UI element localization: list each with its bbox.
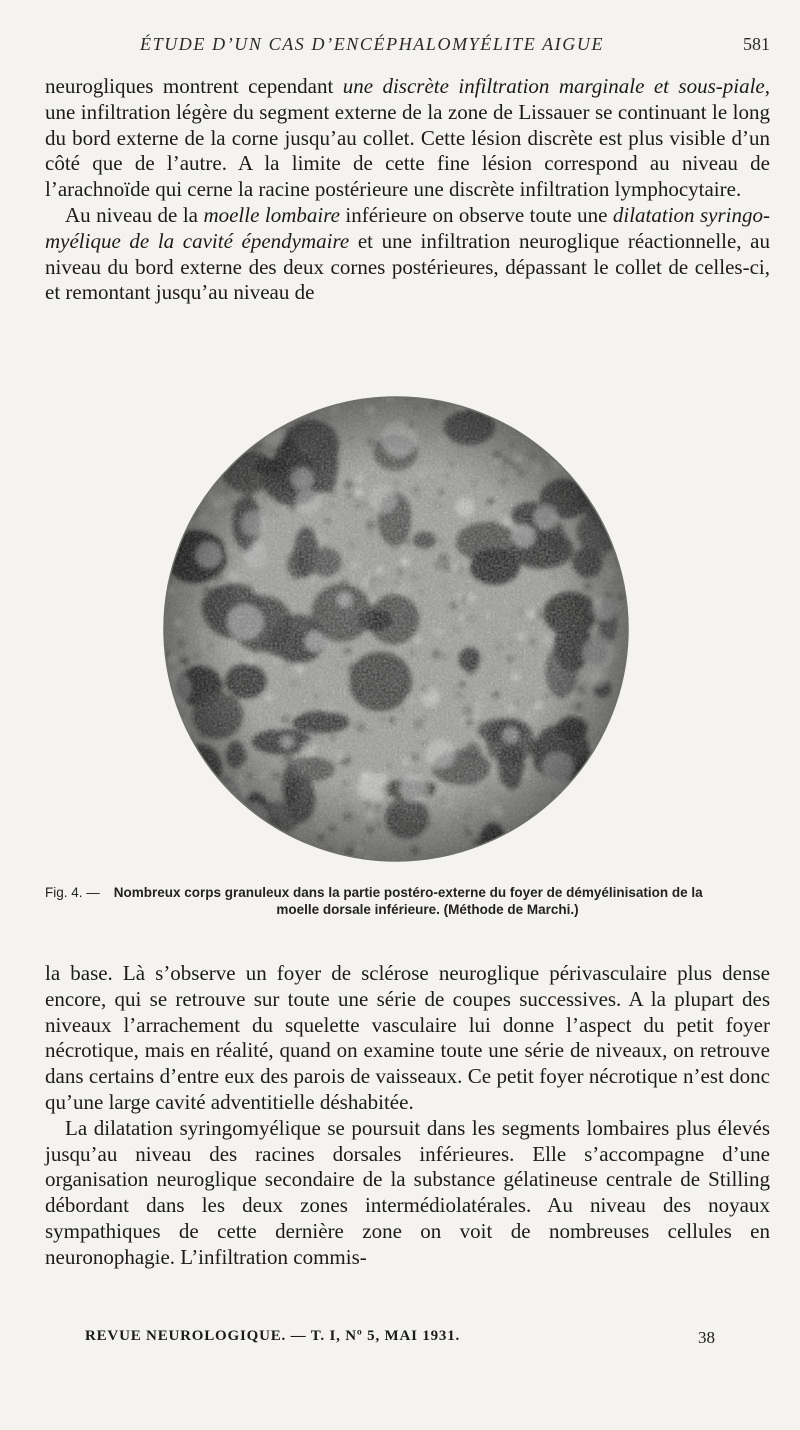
body-text-top [45, 74, 770, 306]
italic-text: une discrète infiltration marginale et sous-piale [342, 74, 765, 98]
paragraph [45, 74, 770, 203]
text-run: Au niveau de la [65, 202, 204, 227]
paragraph [45, 961, 770, 1116]
page-footer [85, 1328, 715, 1352]
text-run: neurogliques montrent cependant [45, 74, 343, 98]
micrograph-figure [162, 394, 630, 864]
italic-text: moelle lombaire [203, 202, 340, 227]
paragraph [45, 203, 770, 306]
caption-line-2: moelle dorsale inférieure. (Méthode de Marchi.) [276, 902, 579, 917]
running-title: ÉTUDE D’UN CAS D’ENCÉPHALOMYÉLITE AIGUE [140, 34, 605, 54]
text-run: , une infiltration légère du segment externe de la zone de Lissauer se continuant le long du bord externe de la corne jusqu’au collet. Cette lésion discrète est plus visible d’un côté que de l’autre. A la limite de cette fine lésion correspond au niveau de l’arachnoïde qui cerne la racine postérieure une discrète infiltration lymphocytaire. [45, 74, 770, 202]
paragraph [45, 1116, 770, 1271]
journal-citation: REVUE NEUROLOGIQUE. — T. I, Nº 5, MAI 1931. [85, 1328, 461, 1344]
text-run: La dilatation syringomyélique se poursuit dans les segments lombaires plus élevés jusqu’au niveau des racines dorsales inférieures. Elle s’accompagne d’une organisation neuroglique secondaire de la substance gélatineuse centrale de Stilling débordant dans les deux zones intermédiolatérales. Au niveau des noyaux sympathiques de cette dernière zone on voit de nombreuses cellules en neuronophagie. L’infiltration commis- [45, 1115, 770, 1269]
micrograph-image [162, 394, 630, 864]
italic-text: dilatation syringo-myélique de la cavité épendymaire [45, 202, 770, 253]
page-number: 581 [743, 34, 770, 54]
figure-caption [45, 884, 770, 918]
caption-line-1: Nombreux corps granuleux dans la partie postéro-externe du foyer de démyélinisation de la [113, 885, 703, 900]
figure-label: Fig. 4. — [45, 885, 100, 900]
body-text-bottom [45, 961, 770, 1271]
running-header [40, 30, 770, 60]
signature-mark: 38 [698, 1328, 715, 1347]
text-run: inférieure on observe toute une [339, 202, 613, 227]
text-run: et une infiltration neuroglique réactionnelle, au niveau du bord externe des deux cornes postérieures, dépassant le collet de celles-ci, et remontant jusqu’au niveau de [45, 228, 770, 305]
text-run: la base. Là s’observe un foyer de sclérose neuroglique périvasculaire plus dense encore, qui se retrouve sur toute une série de coupes successives. A la plupart des niveaux l’arrachement du squelette vasculaire lui donne l’aspect du petit foyer nécrotique, mais en réalité, quand on examine toute une série de niveaux, on retrouve dans certains d’entre eux des parois de vaisseaux. Ce petit foyer nécrotique n’est donc qu’une large cavité adventitielle déshabitée. [45, 961, 770, 1114]
